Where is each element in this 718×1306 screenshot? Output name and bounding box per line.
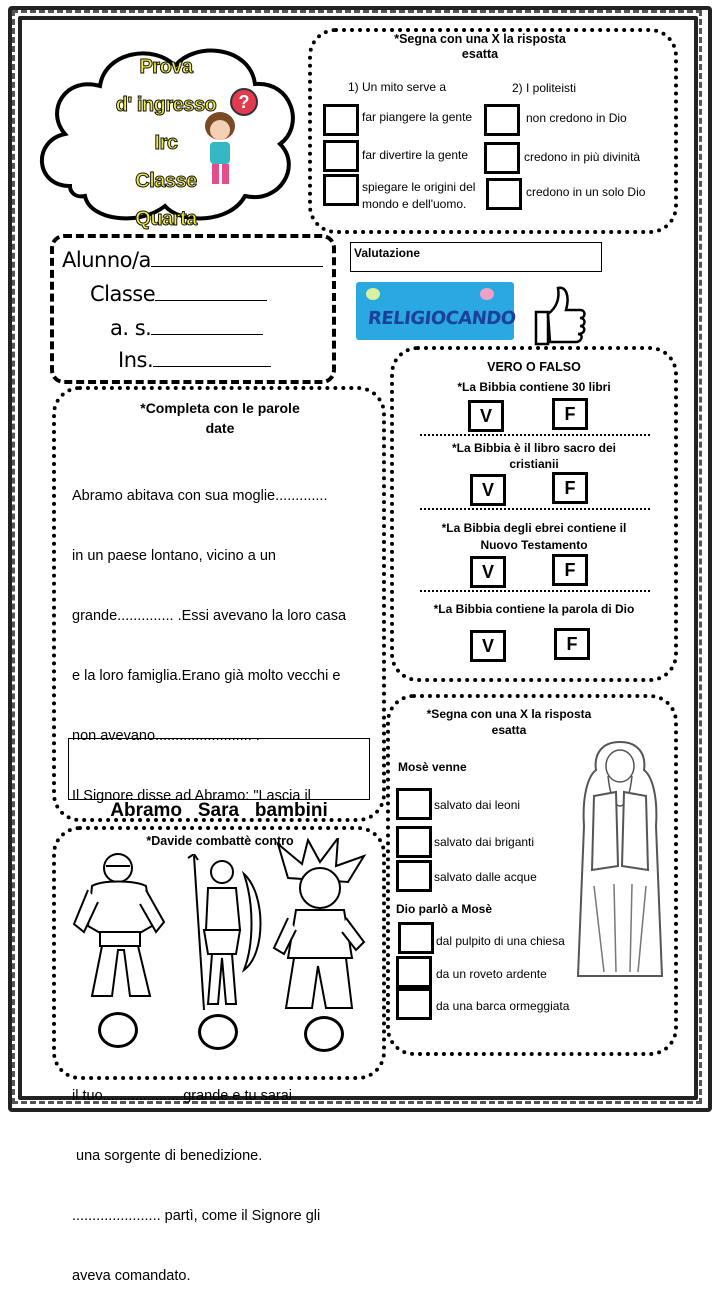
davide-warrior-illustration (174, 854, 270, 1012)
q2-option2-label: credono in più divinità (524, 150, 641, 164)
vf-item2-line2: cristianii (509, 457, 559, 471)
q1-option2-checkbox[interactable] (323, 140, 359, 172)
vf-item2-vero[interactable]: V (470, 474, 506, 506)
vero-falso-title: VERO O FALSO (487, 360, 581, 374)
vf-divider-1 (420, 434, 650, 436)
vf-item3-vero[interactable]: V (470, 556, 506, 588)
mose-q2-option3-checkbox[interactable] (396, 988, 432, 1020)
q1-option1-label: far piangere la gente (362, 110, 473, 124)
girl-thinking-icon (196, 86, 276, 192)
vf-item3-falso[interactable]: F (552, 554, 588, 586)
student-teacher-line[interactable] (153, 366, 271, 367)
completa-line: ...................... partì, come il Signore gli (72, 1208, 321, 1224)
mose-instruction (404, 706, 614, 738)
student-class-line[interactable] (155, 300, 267, 301)
q2-option3-checkbox[interactable] (486, 178, 522, 210)
completa-title-line1: *Completa con le parole (140, 400, 300, 416)
q2-label: 2) I politeisti (512, 81, 577, 95)
vero-falso-box (390, 346, 678, 682)
mose-q1-option3-checkbox[interactable] (396, 860, 432, 892)
q2-option2-checkbox[interactable] (484, 142, 520, 174)
student-name-row (62, 248, 323, 272)
completa-line: una sorgente di benedizione. (72, 1148, 263, 1164)
mose-q1-option2-checkbox[interactable] (396, 826, 432, 858)
davide-title: *Davide combattè contro (146, 834, 294, 848)
student-teacher-label: Ins. (118, 348, 154, 372)
student-class-row (90, 282, 267, 306)
vf-item4-text: *La Bibbia contiene la parola di Dio (433, 602, 635, 616)
q1-option1-checkbox[interactable] (323, 104, 359, 136)
completa-title (70, 398, 370, 438)
completa-line: il tuo................... grande e tu sarai (72, 1088, 293, 1104)
quiz-mito-instruction-line1: *Segna con una X la risposta (394, 32, 566, 46)
student-class-label: Classe (90, 282, 156, 306)
q2-option1-label: non credono in Dio (526, 111, 627, 125)
completa-title-line2: date (205, 420, 235, 436)
vf-divider-2 (420, 508, 650, 510)
title-line-3: Irc (154, 132, 178, 154)
title-line-4: Classe Quarta (135, 170, 197, 230)
vf-item1-text: *La Bibbia contiene 30 libri (457, 380, 611, 394)
q1-label: 1) Un mito serve a (348, 80, 447, 94)
word-bank (68, 738, 370, 821)
logo-text: RELIGIOCANDO (366, 308, 517, 329)
vf-item2-text (390, 440, 678, 472)
vf-item4-falso[interactable]: F (554, 628, 590, 660)
q1-option2-label: far divertire la gente (362, 148, 469, 162)
title-line-2: d' ingresso (115, 94, 217, 116)
answer-circle-wrestler[interactable] (98, 1012, 138, 1048)
vf-item1-falso[interactable]: F (552, 398, 588, 430)
vf-item2-falso[interactable]: F (552, 472, 588, 504)
mose-q2-option3-label: da una barca ormeggiata (436, 999, 570, 1013)
quiz-mito-instruction-line2: esatta (461, 47, 499, 61)
mose-instruction-line1: *Segna con una X la risposta (426, 707, 592, 721)
student-year-label: a. s. (110, 316, 152, 340)
mose-q2-label: Dio parlò a Mosè (396, 902, 493, 916)
q1-option3-line1: spiegare le origini del (362, 180, 476, 194)
student-teacher-row (118, 348, 271, 372)
vf-item2-line1: *La Bibbia è il libro sacro dei (451, 441, 617, 455)
quiz-mito-instruction (330, 32, 630, 62)
logo-angel-left-icon (366, 288, 380, 300)
mose-q2-option1-checkbox[interactable] (398, 922, 434, 954)
valutazione-label: Valutazione (354, 246, 421, 260)
answer-circle-warrior[interactable] (198, 1014, 238, 1050)
student-name-line[interactable] (151, 266, 323, 267)
fighter-boy-illustration (268, 838, 372, 1014)
vf-item3-text (390, 520, 678, 554)
question-mark-icon: ? (238, 92, 250, 112)
valutazione-box[interactable] (350, 242, 602, 272)
completa-line: Abramo abitava con sua moglie............. (72, 488, 328, 504)
vf-item3-line2: Nuovo Testamento (480, 538, 588, 552)
mose-q2-option2-label: da un roveto ardente (436, 967, 547, 981)
vf-divider-3 (420, 590, 650, 592)
answer-circle-fighter[interactable] (304, 1016, 344, 1052)
mose-q1-option3-label: salvato dalle acque (434, 870, 537, 884)
student-year-line[interactable] (151, 334, 263, 335)
vf-item4-vero[interactable]: V (470, 630, 506, 662)
completa-line: grande.............. .Essi avevano la loro casa (72, 608, 347, 624)
logo-angel-right-icon (480, 288, 494, 300)
title-line-1: Prova (139, 56, 193, 78)
completa-line: aveva comandato. (72, 1268, 191, 1284)
word-bank-line1: Abramo Sara bambini (110, 800, 328, 821)
student-year-row (110, 316, 263, 340)
mose-q1-label: Mosè venne (398, 760, 467, 774)
moses-illustration (574, 736, 666, 986)
mose-q2-option1-label: dal pulpito di una chiesa (436, 934, 565, 948)
completa-line: in un paese lontano, vicino a un (72, 548, 276, 564)
vf-item3-line1: *La Bibbia degli ebrei contiene il (441, 521, 627, 535)
q1-option3-checkbox[interactable] (323, 174, 359, 206)
completa-line: Il Signore disse ad Abramo: "Lascia il (72, 788, 311, 804)
completa-line: non avevano........................ . (72, 728, 260, 744)
mose-instruction-line2: esatta (491, 723, 527, 737)
q1-option3-label (362, 179, 475, 213)
thumbs-up-icon (528, 282, 588, 348)
mose-q1-option2-label: salvato dai briganti (434, 835, 535, 849)
q2-option3-label: credono in un solo Dio (526, 185, 646, 199)
mose-q1-option1-checkbox[interactable] (396, 788, 432, 820)
religiocando-logo (356, 282, 517, 340)
wrestler-illustration (72, 846, 170, 1004)
vf-item1-vero[interactable]: V (468, 400, 504, 432)
student-name-label: Alunno/a (62, 248, 151, 272)
q1-option3-line2: mondo e dell'uomo. (362, 197, 467, 211)
completa-line: e la loro famiglia.Erano già molto vecchi e (72, 668, 341, 684)
mose-q1-option1-label: salvato dai leoni (434, 798, 521, 812)
mose-q2-option2-checkbox[interactable] (396, 956, 432, 988)
q2-option1-checkbox[interactable] (484, 104, 520, 136)
